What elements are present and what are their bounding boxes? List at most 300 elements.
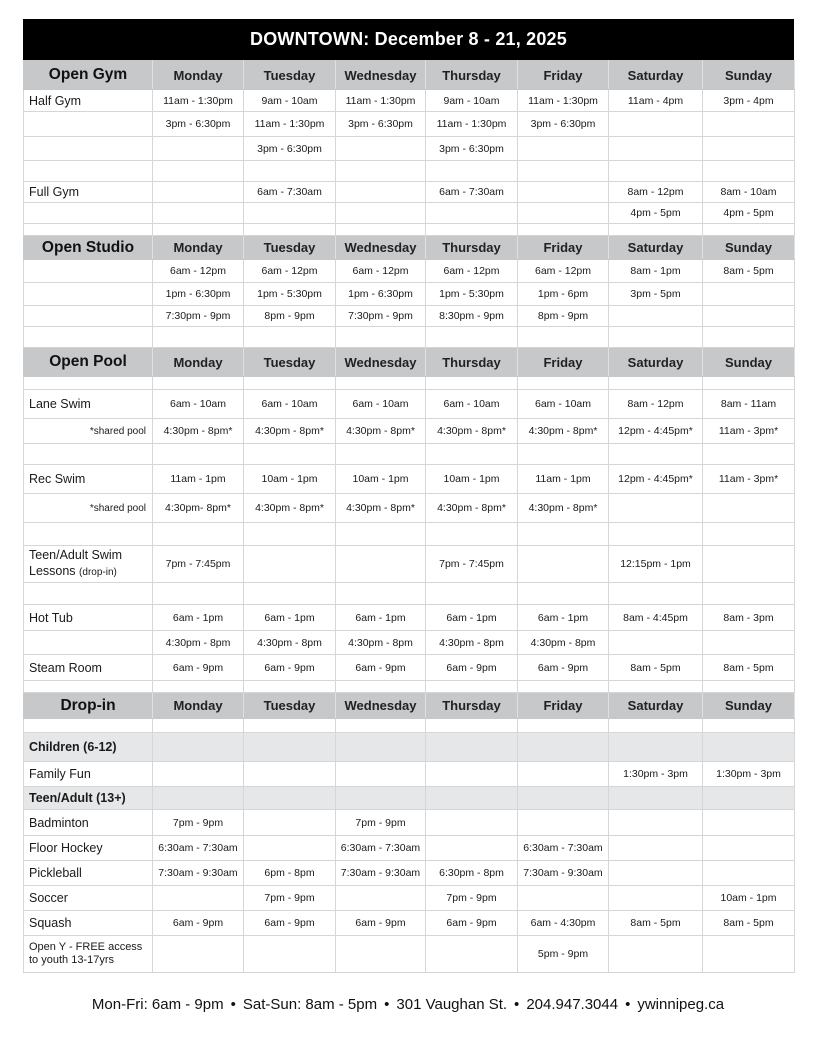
- row-label: [24, 306, 153, 327]
- row-label: Steam Room: [24, 655, 153, 681]
- table-row: [24, 810, 795, 836]
- time-cell-monday: [153, 719, 244, 733]
- time-cell-wednesday: [336, 719, 426, 733]
- row-label: [24, 260, 153, 283]
- day-header-tuesday: Tuesday: [244, 61, 336, 90]
- hours-weekday: Mon-Fri: 6am - 9pm: [91, 996, 224, 1013]
- time-cell-thursday: 4:30pm - 8pm*: [426, 494, 518, 523]
- footer-info: [0, 996, 816, 1013]
- time-cell-monday: [153, 327, 244, 348]
- table-row: [24, 465, 795, 494]
- time-cell-wednesday: [336, 681, 426, 693]
- row-label: [24, 327, 153, 348]
- time-cell-sunday: [703, 444, 795, 465]
- time-cell-saturday: [609, 836, 703, 861]
- time-cell-monday: [153, 583, 244, 605]
- row-label: Full Gym: [24, 182, 153, 203]
- time-cell-wednesday: [336, 546, 426, 583]
- time-cell-friday: 8pm - 9pm: [518, 306, 609, 327]
- time-cell-friday: 5pm - 9pm: [518, 936, 609, 973]
- row-label: Rec Swim: [24, 465, 153, 494]
- time-cell-monday: [153, 224, 244, 236]
- time-cell-sunday: [703, 137, 795, 161]
- row-label: [24, 377, 153, 390]
- time-cell-wednesday: [336, 327, 426, 348]
- section-title: Open Studio: [24, 236, 153, 260]
- time-cell-monday: 1pm - 6:30pm: [153, 283, 244, 306]
- time-cell-friday: [518, 681, 609, 693]
- time-cell-friday: [518, 224, 609, 236]
- section-header-open-gym: [24, 61, 795, 90]
- time-cell-thursday: 4:30pm - 8pm: [426, 631, 518, 655]
- row-label: [24, 631, 153, 655]
- time-cell-wednesday: 3pm - 6:30pm: [336, 112, 426, 137]
- day-header-sunday: Sunday: [703, 236, 795, 260]
- time-cell-sunday: [703, 733, 795, 762]
- time-cell-friday: 4:30pm - 8pm*: [518, 494, 609, 523]
- day-header-tuesday: Tuesday: [244, 348, 336, 377]
- time-cell-sunday: [703, 936, 795, 973]
- table-row: [24, 112, 795, 137]
- time-cell-saturday: [609, 583, 703, 605]
- table-row: [24, 283, 795, 306]
- time-cell-monday: 11am - 1pm: [153, 465, 244, 494]
- time-cell-saturday: [609, 444, 703, 465]
- day-header-saturday: Saturday: [609, 236, 703, 260]
- time-cell-monday: 6:30am - 7:30am: [153, 836, 244, 861]
- time-cell-sunday: [703, 306, 795, 327]
- day-header-friday: Friday: [518, 61, 609, 90]
- time-cell-sunday: 10am - 1pm: [703, 886, 795, 911]
- day-header-thursday: Thursday: [426, 61, 518, 90]
- time-cell-thursday: [426, 583, 518, 605]
- time-cell-tuesday: 4:30pm - 8pm*: [244, 419, 336, 444]
- time-cell-wednesday: [336, 137, 426, 161]
- time-cell-saturday: [609, 327, 703, 348]
- section-header-drop-in: [24, 693, 795, 719]
- time-cell-thursday: 8:30pm - 9pm: [426, 306, 518, 327]
- day-header-monday: Monday: [153, 61, 244, 90]
- time-cell-monday: 4:30pm - 8pm*: [153, 419, 244, 444]
- time-cell-friday: [518, 203, 609, 224]
- time-cell-friday: [518, 719, 609, 733]
- time-cell-friday: [518, 161, 609, 182]
- time-cell-sunday: [703, 494, 795, 523]
- row-label: Squash: [24, 911, 153, 936]
- time-cell-wednesday: 6am - 1pm: [336, 605, 426, 631]
- time-cell-friday: [518, 546, 609, 583]
- time-cell-sunday: [703, 283, 795, 306]
- time-cell-friday: 3pm - 6:30pm: [518, 112, 609, 137]
- row-label: [24, 681, 153, 693]
- time-cell-wednesday: 7:30pm - 9pm: [336, 306, 426, 327]
- time-cell-monday: 7:30am - 9:30am: [153, 861, 244, 886]
- time-cell-friday: [518, 377, 609, 390]
- time-cell-monday: [153, 444, 244, 465]
- time-cell-monday: 7pm - 9pm: [153, 810, 244, 836]
- time-cell-sunday: [703, 583, 795, 605]
- schedule-table: [23, 60, 795, 973]
- time-cell-thursday: 1pm - 5:30pm: [426, 283, 518, 306]
- time-cell-saturday: [609, 810, 703, 836]
- time-cell-sunday: [703, 112, 795, 137]
- time-cell-thursday: 9am - 10am: [426, 90, 518, 112]
- table-row: [24, 377, 795, 390]
- time-cell-saturday: [609, 861, 703, 886]
- time-cell-wednesday: 6:30am - 7:30am: [336, 836, 426, 861]
- time-cell-friday: [518, 762, 609, 787]
- time-cell-monday: 4:30pm- 8pm*: [153, 494, 244, 523]
- time-cell-monday: [153, 161, 244, 182]
- time-cell-friday: 7:30am - 9:30am: [518, 861, 609, 886]
- time-cell-thursday: 4:30pm - 8pm*: [426, 419, 518, 444]
- time-cell-friday: 4:30pm - 8pm*: [518, 419, 609, 444]
- day-header-friday: Friday: [518, 693, 609, 719]
- time-cell-sunday: [703, 377, 795, 390]
- time-cell-friday: 6am - 9pm: [518, 655, 609, 681]
- time-cell-tuesday: [244, 327, 336, 348]
- time-cell-saturday: [609, 137, 703, 161]
- time-cell-saturday: [609, 631, 703, 655]
- row-label: *shared pool: [24, 494, 153, 523]
- time-cell-friday: [518, 137, 609, 161]
- section-header-open-studio: [24, 236, 795, 260]
- time-cell-sunday: [703, 631, 795, 655]
- schedule-sheet: [23, 19, 794, 973]
- page-title: DOWNTOWN: December 8 - 21, 2025: [23, 19, 794, 60]
- time-cell-monday: [153, 733, 244, 762]
- time-cell-thursday: 7pm - 9pm: [426, 886, 518, 911]
- row-label: [24, 224, 153, 236]
- table-row: [24, 203, 795, 224]
- time-cell-wednesday: 6am - 12pm: [336, 260, 426, 283]
- row-label: Soccer: [24, 886, 153, 911]
- time-cell-sunday: 4pm - 5pm: [703, 203, 795, 224]
- table-row: [24, 494, 795, 523]
- time-cell-friday: [518, 886, 609, 911]
- day-header-thursday: Thursday: [426, 348, 518, 377]
- day-header-wednesday: Wednesday: [336, 693, 426, 719]
- time-cell-thursday: [426, 377, 518, 390]
- table-row: [24, 546, 795, 583]
- time-cell-monday: [153, 377, 244, 390]
- time-cell-saturday: 8am - 12pm: [609, 182, 703, 203]
- time-cell-sunday: [703, 719, 795, 733]
- time-cell-tuesday: 1pm - 5:30pm: [244, 283, 336, 306]
- time-cell-wednesday: [336, 523, 426, 546]
- time-cell-thursday: [426, 836, 518, 861]
- time-cell-tuesday: 6am - 1pm: [244, 605, 336, 631]
- time-cell-sunday: 1:30pm - 3pm: [703, 762, 795, 787]
- time-cell-wednesday: 4:30pm - 8pm: [336, 631, 426, 655]
- time-cell-sunday: 11am - 3pm*: [703, 465, 795, 494]
- time-cell-saturday: 4pm - 5pm: [609, 203, 703, 224]
- time-cell-saturday: 8am - 5pm: [609, 911, 703, 936]
- time-cell-wednesday: [336, 161, 426, 182]
- row-label: Teen/Adult Swim Lessons (drop-in): [24, 546, 153, 583]
- day-header-wednesday: Wednesday: [336, 236, 426, 260]
- time-cell-monday: 11am - 1:30pm: [153, 90, 244, 112]
- row-label: [24, 137, 153, 161]
- time-cell-tuesday: 9am - 10am: [244, 90, 336, 112]
- time-cell-wednesday: [336, 182, 426, 203]
- day-header-wednesday: Wednesday: [336, 61, 426, 90]
- row-label: [24, 283, 153, 306]
- time-cell-thursday: 6am - 10am: [426, 390, 518, 419]
- day-header-friday: Friday: [518, 348, 609, 377]
- table-row: [24, 161, 795, 182]
- time-cell-thursday: [426, 224, 518, 236]
- table-row: [24, 137, 795, 161]
- time-cell-monday: 6am - 12pm: [153, 260, 244, 283]
- row-label: Family Fun: [24, 762, 153, 787]
- table-row: [24, 583, 795, 605]
- time-cell-wednesday: 4:30pm - 8pm*: [336, 419, 426, 444]
- time-cell-thursday: [426, 810, 518, 836]
- separator: •: [625, 996, 631, 1013]
- day-header-sunday: Sunday: [703, 693, 795, 719]
- time-cell-saturday: 12pm - 4:45pm*: [609, 419, 703, 444]
- time-cell-thursday: [426, 719, 518, 733]
- time-cell-monday: [153, 762, 244, 787]
- time-cell-tuesday: [244, 836, 336, 861]
- separator: •: [514, 996, 520, 1013]
- time-cell-saturday: [609, 886, 703, 911]
- time-cell-monday: [153, 137, 244, 161]
- time-cell-tuesday: 7pm - 9pm: [244, 886, 336, 911]
- table-row: [24, 523, 795, 546]
- time-cell-thursday: [426, 681, 518, 693]
- group-row: [24, 733, 795, 762]
- time-cell-sunday: [703, 327, 795, 348]
- time-cell-friday: 6am - 4:30pm: [518, 911, 609, 936]
- day-header-thursday: Thursday: [426, 236, 518, 260]
- time-cell-thursday: 6am - 7:30am: [426, 182, 518, 203]
- table-row: [24, 886, 795, 911]
- time-cell-monday: 4:30pm - 8pm: [153, 631, 244, 655]
- day-header-wednesday: Wednesday: [336, 348, 426, 377]
- section-title: Open Pool: [24, 348, 153, 377]
- time-cell-thursday: [426, 444, 518, 465]
- time-cell-sunday: 8am - 10am: [703, 182, 795, 203]
- time-cell-tuesday: [244, 523, 336, 546]
- row-label: Children (6-12): [24, 733, 153, 762]
- time-cell-wednesday: 6am - 9pm: [336, 655, 426, 681]
- time-cell-saturday: [609, 681, 703, 693]
- time-cell-wednesday: 7pm - 9pm: [336, 810, 426, 836]
- time-cell-saturday: 12:15pm - 1pm: [609, 546, 703, 583]
- table-row: [24, 836, 795, 861]
- row-label: [24, 719, 153, 733]
- time-cell-wednesday: 6am - 9pm: [336, 911, 426, 936]
- time-cell-saturday: [609, 719, 703, 733]
- time-cell-tuesday: [244, 936, 336, 973]
- time-cell-wednesday: [336, 203, 426, 224]
- time-cell-saturday: [609, 224, 703, 236]
- day-header-tuesday: Tuesday: [244, 693, 336, 719]
- time-cell-saturday: 8am - 1pm: [609, 260, 703, 283]
- time-cell-thursday: 7pm - 7:45pm: [426, 546, 518, 583]
- time-cell-thursday: [426, 203, 518, 224]
- time-cell-tuesday: 11am - 1:30pm: [244, 112, 336, 137]
- time-cell-sunday: 8am - 5pm: [703, 655, 795, 681]
- time-cell-tuesday: [244, 583, 336, 605]
- time-cell-thursday: 6am - 9pm: [426, 655, 518, 681]
- row-label: Pickleball: [24, 861, 153, 886]
- time-cell-friday: 6am - 10am: [518, 390, 609, 419]
- time-cell-saturday: 8am - 4:45pm: [609, 605, 703, 631]
- time-cell-tuesday: 6am - 7:30am: [244, 182, 336, 203]
- time-cell-sunday: [703, 810, 795, 836]
- time-cell-wednesday: 7:30am - 9:30am: [336, 861, 426, 886]
- time-cell-thursday: [426, 762, 518, 787]
- day-header-saturday: Saturday: [609, 348, 703, 377]
- time-cell-monday: 6am - 1pm: [153, 605, 244, 631]
- table-row: [24, 605, 795, 631]
- time-cell-friday: [518, 444, 609, 465]
- time-cell-saturday: 11am - 4pm: [609, 90, 703, 112]
- section-title: Drop-in: [24, 693, 153, 719]
- table-row: [24, 655, 795, 681]
- time-cell-saturday: [609, 306, 703, 327]
- time-cell-friday: [518, 810, 609, 836]
- time-cell-monday: 6am - 9pm: [153, 655, 244, 681]
- table-row: [24, 936, 795, 973]
- time-cell-tuesday: [244, 161, 336, 182]
- time-cell-saturday: [609, 936, 703, 973]
- day-header-saturday: Saturday: [609, 693, 703, 719]
- table-row: [24, 911, 795, 936]
- website-link[interactable]: ywinnipeg.ca: [637, 996, 725, 1013]
- time-cell-thursday: [426, 161, 518, 182]
- row-label: [24, 112, 153, 137]
- time-cell-thursday: [426, 733, 518, 762]
- table-row: [24, 419, 795, 444]
- time-cell-tuesday: [244, 733, 336, 762]
- time-cell-friday: 1pm - 6pm: [518, 283, 609, 306]
- time-cell-saturday: [609, 733, 703, 762]
- time-cell-friday: [518, 182, 609, 203]
- time-cell-tuesday: 8pm - 9pm: [244, 306, 336, 327]
- time-cell-saturday: 1:30pm - 3pm: [609, 762, 703, 787]
- table-row: [24, 762, 795, 787]
- time-cell-saturday: 12pm - 4:45pm*: [609, 465, 703, 494]
- time-cell-monday: [153, 936, 244, 973]
- time-cell-wednesday: [336, 444, 426, 465]
- time-cell-tuesday: 4:30pm - 8pm: [244, 631, 336, 655]
- time-cell-tuesday: [244, 546, 336, 583]
- table-row: [24, 327, 795, 348]
- day-header-monday: Monday: [153, 693, 244, 719]
- time-cell-friday: [518, 327, 609, 348]
- time-cell-thursday: 6am - 12pm: [426, 260, 518, 283]
- time-cell-saturday: 3pm - 5pm: [609, 283, 703, 306]
- row-label: Hot Tub: [24, 605, 153, 631]
- time-cell-thursday: 6am - 9pm: [426, 911, 518, 936]
- time-cell-wednesday: [336, 583, 426, 605]
- time-cell-tuesday: [244, 810, 336, 836]
- row-label: Floor Hockey: [24, 836, 153, 861]
- day-header-tuesday: Tuesday: [244, 236, 336, 260]
- table-row: [24, 719, 795, 733]
- table-row: [24, 390, 795, 419]
- time-cell-tuesday: [244, 719, 336, 733]
- time-cell-tuesday: 4:30pm - 8pm*: [244, 494, 336, 523]
- group-row: [24, 787, 795, 810]
- table-row: [24, 631, 795, 655]
- table-row: [24, 260, 795, 283]
- time-cell-thursday: 10am - 1pm: [426, 465, 518, 494]
- row-label: *shared pool: [24, 419, 153, 444]
- time-cell-thursday: [426, 936, 518, 973]
- time-cell-tuesday: 6am - 12pm: [244, 260, 336, 283]
- time-cell-tuesday: 3pm - 6:30pm: [244, 137, 336, 161]
- time-cell-friday: [518, 733, 609, 762]
- time-cell-thursday: [426, 523, 518, 546]
- time-cell-sunday: [703, 523, 795, 546]
- time-cell-friday: [518, 523, 609, 546]
- time-cell-friday: 11am - 1:30pm: [518, 90, 609, 112]
- time-cell-tuesday: 6pm - 8pm: [244, 861, 336, 886]
- time-cell-friday: 6am - 1pm: [518, 605, 609, 631]
- time-cell-monday: [153, 787, 244, 810]
- time-cell-sunday: [703, 681, 795, 693]
- time-cell-saturday: [609, 787, 703, 810]
- time-cell-thursday: 6:30pm - 8pm: [426, 861, 518, 886]
- section-title: Open Gym: [24, 61, 153, 90]
- time-cell-tuesday: [244, 681, 336, 693]
- row-label: Lane Swim: [24, 390, 153, 419]
- row-label: [24, 203, 153, 224]
- day-header-sunday: Sunday: [703, 348, 795, 377]
- table-row: [24, 224, 795, 236]
- time-cell-saturday: [609, 523, 703, 546]
- time-cell-tuesday: 6am - 10am: [244, 390, 336, 419]
- row-label: [24, 523, 153, 546]
- time-cell-sunday: 8am - 11am: [703, 390, 795, 419]
- time-cell-sunday: 8am - 5pm: [703, 911, 795, 936]
- time-cell-monday: 6am - 9pm: [153, 911, 244, 936]
- row-label: [24, 444, 153, 465]
- time-cell-thursday: 3pm - 6:30pm: [426, 137, 518, 161]
- time-cell-wednesday: [336, 762, 426, 787]
- day-header-monday: Monday: [153, 236, 244, 260]
- time-cell-monday: [153, 203, 244, 224]
- time-cell-monday: [153, 523, 244, 546]
- time-cell-monday: [153, 681, 244, 693]
- time-cell-monday: [153, 886, 244, 911]
- time-cell-sunday: [703, 546, 795, 583]
- address: 301 Vaughan St.: [396, 996, 508, 1013]
- day-header-sunday: Sunday: [703, 61, 795, 90]
- time-cell-tuesday: [244, 762, 336, 787]
- hours-weekend: Sat-Sun: 8am - 5pm: [242, 996, 378, 1013]
- time-cell-monday: 7pm - 7:45pm: [153, 546, 244, 583]
- time-cell-wednesday: 1pm - 6:30pm: [336, 283, 426, 306]
- time-cell-friday: 6am - 12pm: [518, 260, 609, 283]
- time-cell-tuesday: [244, 203, 336, 224]
- time-cell-wednesday: 10am - 1pm: [336, 465, 426, 494]
- time-cell-sunday: 11am - 3pm*: [703, 419, 795, 444]
- time-cell-thursday: 6am - 1pm: [426, 605, 518, 631]
- time-cell-sunday: [703, 836, 795, 861]
- time-cell-wednesday: 11am - 1:30pm: [336, 90, 426, 112]
- day-header-saturday: Saturday: [609, 61, 703, 90]
- time-cell-thursday: 11am - 1:30pm: [426, 112, 518, 137]
- row-label: Badminton: [24, 810, 153, 836]
- table-row: [24, 681, 795, 693]
- time-cell-sunday: 8am - 3pm: [703, 605, 795, 631]
